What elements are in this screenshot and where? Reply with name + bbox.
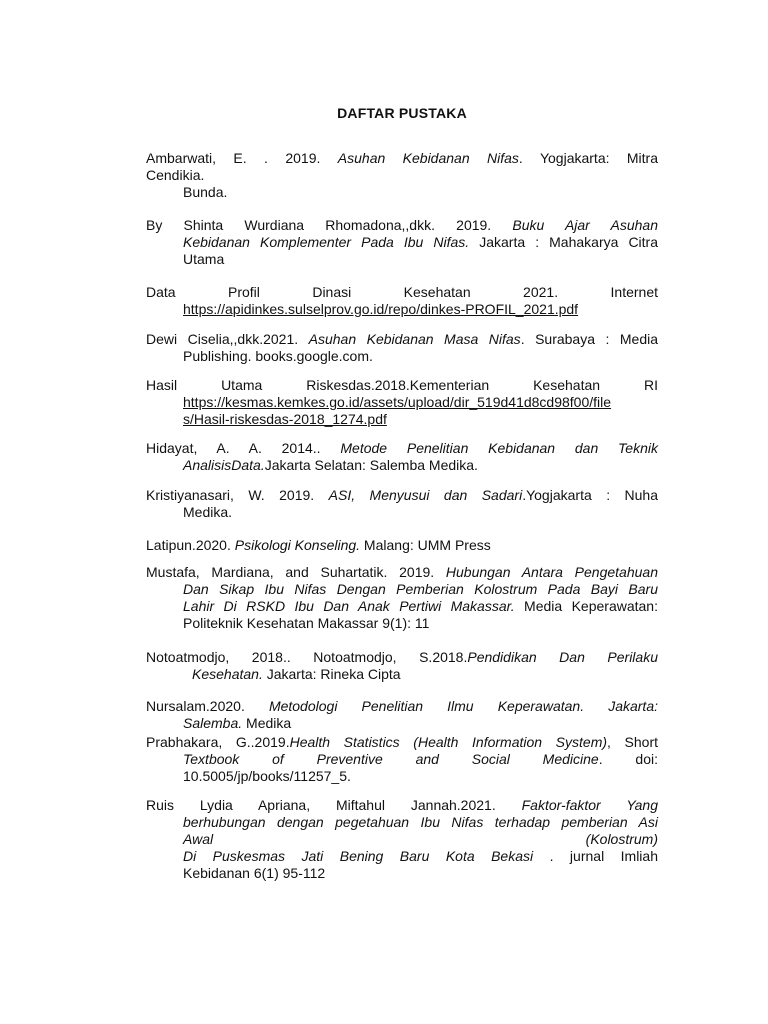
reference-ambarwati	[146, 150, 658, 201]
reference-notoatmodjo	[146, 649, 658, 683]
ref-url-link[interactable]: s/Hasil-riskesdas-2018_1274.pdf	[183, 411, 387, 427]
ref-line: Latipun.2020. Psikologi Konseling. Malang: UMM Press	[146, 537, 491, 553]
ref-line: Kebidanan Komplementer Pada Ibu Nifas. Jakarta : Mahakarya Citra	[183, 234, 659, 250]
reference-riskesdas	[146, 377, 658, 428]
reference-data-profil	[146, 284, 658, 318]
reference-nursalam	[146, 698, 658, 732]
ref-line: Kebidanan 6(1) 95-112	[183, 865, 326, 881]
ref-line: Publishing. books.google.com.	[183, 348, 373, 364]
reference-rhomadona	[146, 217, 658, 268]
ref-line: Hasil Utama Riskesdas.2018.Kementerian Kesehatan RI	[146, 377, 658, 393]
ref-line: 10.5005/jp/books/11257_5.	[183, 768, 351, 784]
ref-line: Dewi Ciselia,,dkk.2021. Asuhan Kebidanan Masa Nifas. Surabaya : Media	[146, 331, 659, 347]
ref-line: Textbook of Preventive and Social Medicine. doi:	[183, 751, 658, 767]
ref-line: Data Profil Dinasi Kesehatan 2021. Internet	[146, 284, 658, 300]
ref-line: Kristiyanasari, W. 2019. ASI, Menyusui dan Sadari.Yogjakarta : Nuha	[146, 487, 658, 503]
reference-kristiyanasari	[146, 487, 658, 521]
reference-hidayat	[146, 440, 658, 474]
ref-line: Kesehatan. Jakarta: Rineka Cipta	[192, 666, 401, 682]
ref-url-link[interactable]: https://apidinkes.sulselprov.go.id/repo/dinkes-PROFIL_2021.pdf	[183, 301, 579, 317]
page-title: DAFTAR PUSTAKA	[337, 105, 467, 121]
reference-prabhakara	[146, 734, 658, 785]
reference-latipun	[146, 537, 658, 554]
ref-line: Cendikia.	[146, 167, 205, 183]
ref-line: By Shinta Wurdiana Rhomadona,,dkk. 2019. Buku Ajar Asuhan	[146, 217, 658, 233]
ref-line: Notoatmodjo, 2018.. Notoatmodjo, S.2018.Pendidikan Dan Perilaku	[146, 649, 658, 665]
ref-line: Mustafa, Mardiana, and Suhartatik. 2019. Hubungan Antara Pengetahuan	[146, 564, 658, 580]
ref-line: Hidayat, A. A. 2014.. Metode Penelitian Kebidanan dan Teknik	[146, 440, 658, 456]
ref-line: Prabhakara, G..2019.Health Statistics (Health Information System), Short	[146, 734, 658, 750]
reference-ruis	[146, 797, 658, 882]
ref-line: Ambarwati, E. . 2019. Asuhan Kebidanan Nifas. Yogjakarta: Mitra	[146, 150, 659, 166]
ref-url-link[interactable]: https://kesmas.kemkes.go.id/assets/upload/dir_519d41d8cd98f00/file	[183, 394, 612, 410]
ref-line: Utama	[183, 251, 225, 267]
reference-ciselia	[146, 331, 658, 365]
ref-line: AnalisisData.Jakarta Selatan: Salemba Medika.	[183, 457, 478, 473]
reference-mustafa	[146, 564, 658, 632]
ref-line: Medika.	[183, 504, 233, 520]
ref-line: Ruis Lydia Apriana, Miftahul Jannah.2021. Faktor-faktor Yang	[146, 797, 658, 813]
ref-line: Salemba. Medika	[183, 715, 292, 731]
ref-line: Di Puskesmas Jati Bening Baru Kota Bekasi . jurnal Imliah	[183, 848, 658, 864]
ref-line: Awal (Kolostrum)	[183, 831, 658, 847]
ref-line: Nursalam.2020. Metodologi Penelitian Ilmu Keperawatan. Jakarta:	[146, 698, 658, 714]
ref-line: Politeknik Kesehatan Makassar 9(1): 11	[183, 615, 430, 631]
ref-line: Bunda.	[183, 184, 228, 200]
ref-line: Lahir Di RSKD Ibu Dan Anak Pertiwi Makassar. Media Keperawatan:	[183, 598, 658, 614]
ref-line: berhubungan dengan pegetahuan Ibu Nifas terhadap pemberian Asi	[183, 814, 658, 830]
ref-line: Dan Sikap Ibu Nifas Dengan Pemberian Kolostrum Pada Bayi Baru	[183, 581, 658, 597]
